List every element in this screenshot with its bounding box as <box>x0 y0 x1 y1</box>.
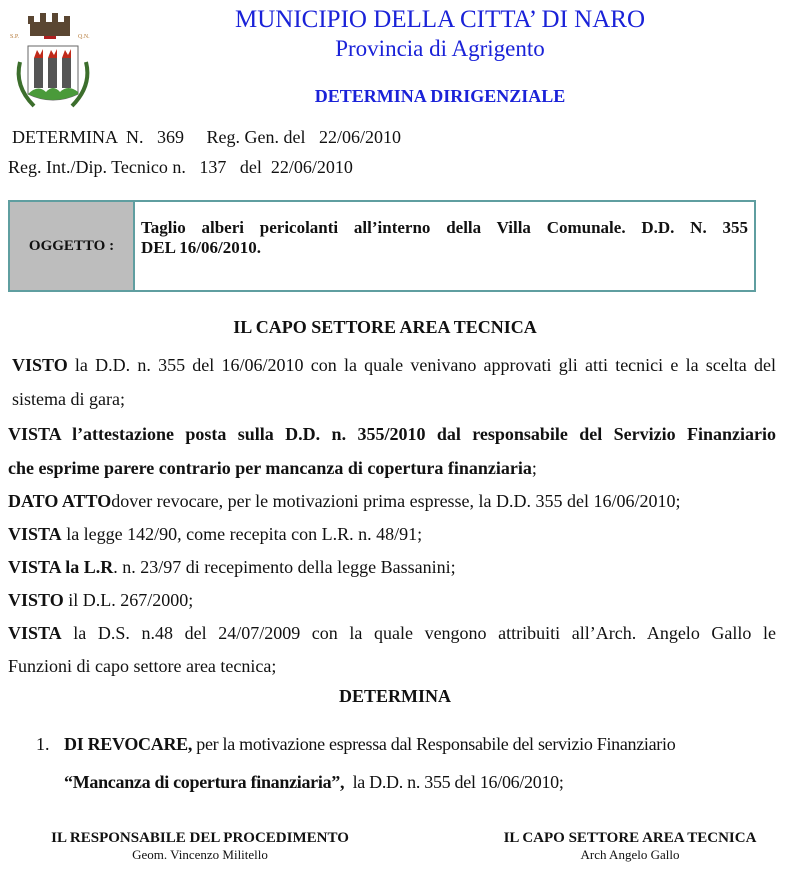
item-number: 1. <box>36 734 50 754</box>
coat-of-arms-logo <box>6 6 94 114</box>
premise-vista-ds: VISTA la D.S. n.48 del 24/07/2009 con la quale vengono attribuiti all’Arch. Angelo Gallo le <box>8 623 776 643</box>
premise-continuation: sistema di gara; <box>12 389 125 409</box>
premise-continuation: Funzioni di capo settore area tecnica; <box>8 656 277 676</box>
internal-registration-line: Reg. Int./Dip. Tecnico n. 137 del 22/06/2010 <box>8 157 353 177</box>
determina-number-line: DETERMINA N. 369 Reg. Gen. del 22/06/2010 <box>12 127 401 147</box>
coat-of-arms-icon <box>6 6 94 114</box>
svg-text:S.P.: S.P. <box>10 34 20 40</box>
signature-responsabile <box>20 829 380 863</box>
premise-visto-dl: VISTO il D.L. 267/2000; <box>8 590 194 610</box>
premise-dato-atto: DATO ATTOdover revocare, per le motivazioni prima espresse, la D.D. 355 del 16/06/2010; <box>8 491 681 511</box>
document-type: DETERMINA DIRIGENZIALE <box>314 86 566 106</box>
oggetto-text <box>135 202 754 290</box>
premise-vista-attestazione: VISTA l’attestazione posta sulla D.D. n. 355/2010 dal responsabile del Servizio Finanziario <box>8 424 776 444</box>
oggetto-label: OGGETTO : <box>10 202 135 290</box>
province-subtitle: Provincia di Agrigento <box>335 36 545 61</box>
premise-visto-dd: VISTO la D.D. n. 355 del 16/06/2010 con la quale venivano approvati gli atti tecnici e la scelta del <box>12 355 776 375</box>
signature-name: Arch Angelo Gallo <box>580 847 680 862</box>
item-text: DI REVOCARE, per la motivazione espressa dal Responsabile del servizio Finanziario <box>64 734 676 754</box>
oggetto-line-1: Taglio alberi pericolanti all’interno della Villa Comunale. D.D. N. 355 <box>141 218 748 237</box>
determina-heading: DETERMINA <box>338 686 451 706</box>
signature-capo-settore <box>470 829 790 863</box>
municipality-title: MUNICIPIO DELLA CITTA’ DI NARO <box>235 6 645 33</box>
premise-vista-legge: VISTA la legge 142/90, come recepita con L.R. n. 48/91; <box>8 524 423 544</box>
signature-title: IL RESPONSABILE DEL PROCEDIMENTO <box>51 830 349 846</box>
premise-continuation: che esprime parere contrario per mancanza di copertura finanziaria; <box>8 458 537 478</box>
oggetto-line-2: DEL 16/06/2010. <box>141 238 261 257</box>
premise-keyword: VISTO <box>12 355 68 375</box>
premise-vista-lr: VISTA la L.R. n. 23/97 di recepimento della legge Bassanini; <box>8 557 456 577</box>
svg-text:Q.N.: Q.N. <box>78 34 90 40</box>
signature-name: Geom. Vincenzo Militello <box>132 847 268 862</box>
section-title: IL CAPO SETTORE AREA TECNICA <box>233 317 537 337</box>
item-text-continuation: “Mancanza di copertura finanziaria”, la D.D. n. 355 del 16/06/2010; <box>64 772 564 792</box>
signature-title: IL CAPO SETTORE AREA TECNICA <box>503 830 757 846</box>
oggetto-box <box>8 200 756 292</box>
